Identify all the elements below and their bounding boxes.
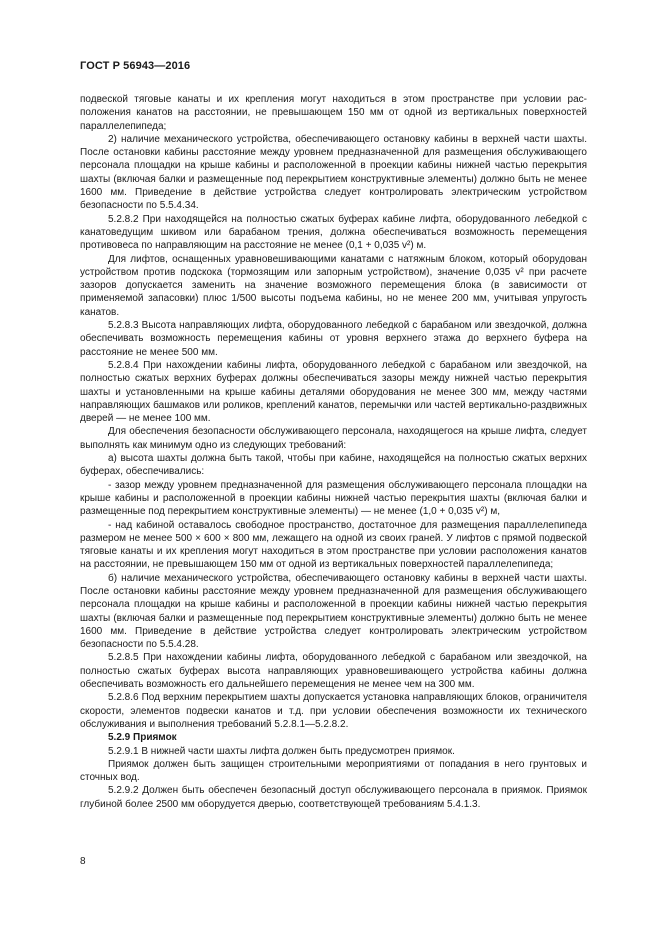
document-header: ГОСТ Р 56943—2016 bbox=[80, 60, 191, 72]
paragraph: подвеской тяговые канаты и их крепления могут находиться в этом пространстве при условии расположения канатов на расстоянии, не превышающем 150 мм от одной из вертикальных поверхностей параллелепипеда; bbox=[80, 94, 587, 132]
paragraph: а) высота шахты должна быть такой, чтобы при кабине, находящейся на полностью сжатых верхних буферах, обеспечивались: bbox=[80, 453, 587, 478]
paragraph: Для обеспечения безопасности обслуживающего персонала, находящегося на крыше лифта, следует выполнять как минимум одно из следующих требований: bbox=[80, 426, 587, 451]
paragraph: Приямок должен быть защищен строительными мероприятиями от попадания в него грунтовых и сточных вод. bbox=[80, 758, 587, 784]
paragraph: 5.2.8.5 При нахождении кабины лифта, оборудованного лебедкой с барабаном или звездочкой, на полностью сжатых буферах высота направляющих уравновешивающего устройства кабины должна обеспечивать возможность его дальнейшего перемещения не менее чем на 300 мм. bbox=[80, 652, 587, 691]
paragraph: 5.2.8.3 Высота направляющих лифта, оборудованного лебедкой с барабаном или звездочкой, должна обеспечивать возможность перемещения кабины от уровня верхнего этажа до верхнего буфера на расстояние не менее 500 мм. bbox=[80, 320, 587, 358]
paragraph: - зазор между уровнем предназначенной для размещения обслуживающего персонала площадки на крыше кабины и расположенной в проекции кабины нижней частью перекрытия шахты (включая балки и размещенные под перекрытием конструктивные элементы) — не менее (1,0 + 0,035 v²) м, bbox=[80, 479, 587, 518]
paragraph: 5.2.8.6 Под верхним перекрытием шахты допускается установка направляющих блоков, ограничителя скорости, элементов подвески канатов и т.д. при условии обеспечения возможности их технического обслуживания и выполнения требований 5.2.8.1—5.2.8.2. bbox=[80, 692, 587, 730]
paragraph: 5.2.9.2 Должен быть обеспечен безопасный доступ обслуживающего персонала в приямок. Приямок глубиной более 2500 мм оборудуется дверью, соответствующей требованиям 5.4.1.3. bbox=[80, 785, 587, 810]
page-number: 8 bbox=[80, 856, 86, 867]
paragraph: 5.2.8.2 При находящейся на полностью сжатых буферах кабине лифта, оборудованного лебедкой с канатоведущим шкивом или барабаном трения, должна обеспечиваться возможность перемещения противовеса по направляющим на расстояние не менее (0,1 + 0,035 v²) м. bbox=[80, 213, 587, 252]
paragraph: 5.2.8.4 При нахождении кабины лифта, оборудованного лебедкой с барабаном или звездочкой, на полностью сжатых верхних буферах должны обеспечиваться зазоры между нижней частью перекрытия шахты и установленными на крыше кабины деталями оборудования не менее 300 мм, между частями направляющих башмаков или роликов, креплений канатов, перемычки или частей вертикально-раздвижных дверей — не менее 100 мм. bbox=[80, 359, 587, 425]
paragraph: 5.2.9.1 В нижней части шахты лифта должен быть предусмотрен приямок. bbox=[108, 745, 455, 757]
paragraph: 2) наличие механического устройства, обеспечивающего остановку кабины в верхней части шахты. После остановки кабины расстояние между уровнем предназначенной для размещения обслуживающего персонала площадки на крыше кабины и расположенной в проекции кабины нижней частью перекрытия шахты (включая балки и размещенные под перекрытием конструктивные элементы) должно быть не менее 1600 мм. Приведение в действие устройства следует контролировать электрическим устройством безопасности по 5.5.4.34. bbox=[80, 133, 587, 212]
section-heading: 5.2.9 Приямок bbox=[108, 732, 177, 744]
paragraph: Для лифтов, оснащенных уравновешивающими канатами с натяжным блоком, который оборудован устройством против подскока (тормозящим или запорным устройством), значение 0,035 v² при расчете зазоров допускается заменить на значение возможного перемещения блока (в зависимости от применяемой запасовки) плюс 1/500 высоты подъема кабины, но не менее 200 мм, учитывая упругость канатов. bbox=[80, 253, 587, 318]
document-body bbox=[80, 93, 587, 811]
paragraph: - над кабиной оставалось свободное пространство, достаточное для размещения параллелепипеда размером не менее 500 × 600 × 800 мм, лежащего на одной из своих граней. У лифтов с прямой подвеской тяговые канаты и их крепления могут находиться в этом пространстве при условии расположения канатов на расстоянии, не превышающем 150 мм от одной из вертикальных поверхностей параллелепипеда; bbox=[80, 519, 587, 571]
paragraph: б) наличие механического устройства, обеспечивающего остановку кабины в верхней части шахты. После остановки кабины расстояние между уровнем предназначенной для размещения обслуживающего персонала площадки на крыше кабины и расположенной в проекции кабины нижней частью перекрытия шахты (включая балки и размещенные под перекрытием конструктивные элементы) должно быть не менее 1600 мм. Приведение в действие устройства следует контролировать электрическим устройством безопасности по 5.5.4.28. bbox=[80, 572, 587, 651]
